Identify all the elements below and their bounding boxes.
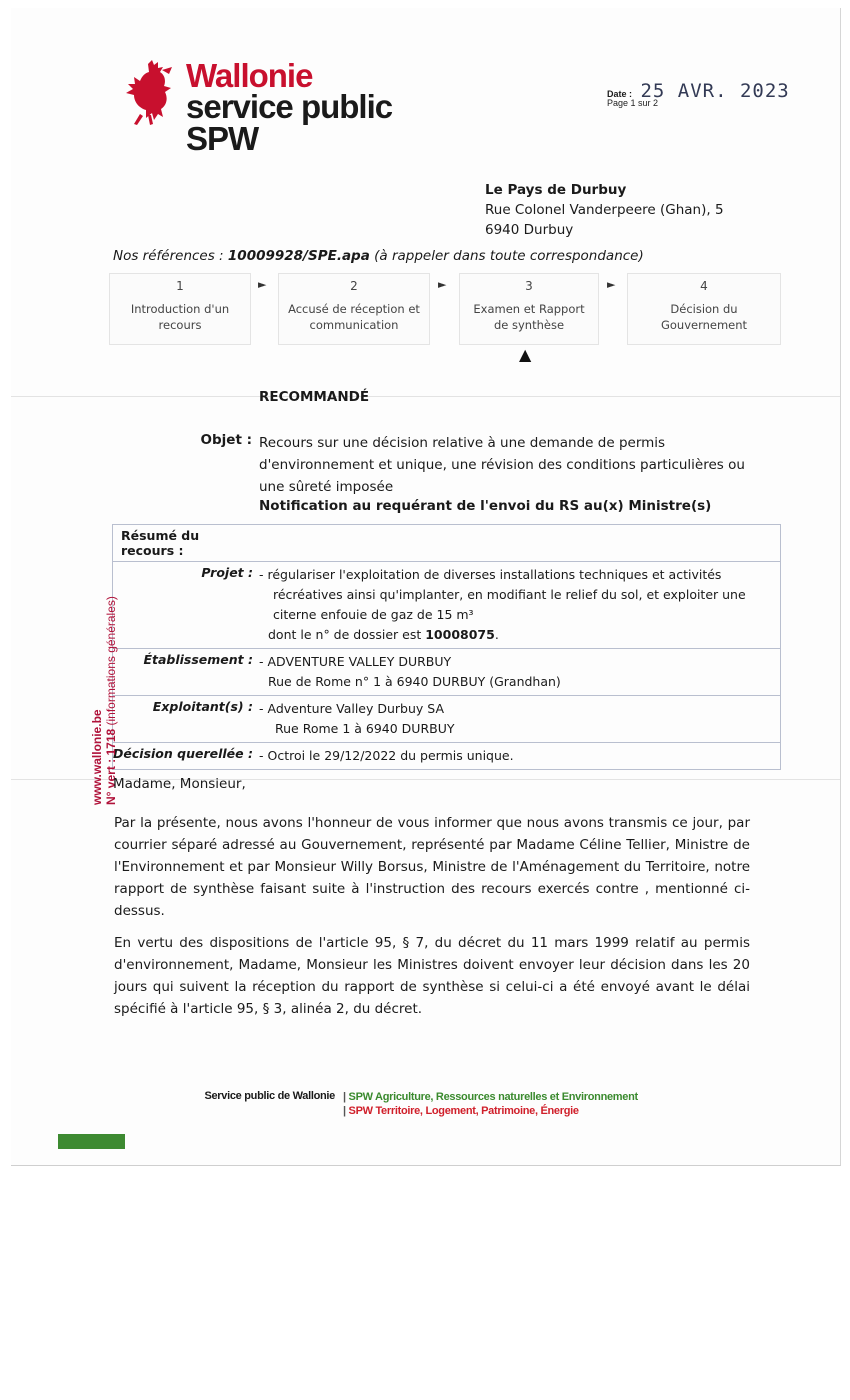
- reference-number: 10009928/SPE.apa: [227, 248, 370, 264]
- registered-mail-label: RECOMMANDÉ: [259, 389, 370, 405]
- sidebar-website: www.wallonie.be: [90, 709, 104, 805]
- logo-line-wallonie: Wallonie: [186, 57, 313, 94]
- appeal-summary-table: [112, 524, 781, 770]
- step-4: [627, 273, 781, 345]
- summary-row-operator: [113, 695, 780, 742]
- object-label: Objet :: [200, 432, 252, 448]
- recipient-address: [485, 180, 724, 240]
- decision-label: Décision querellée :: [113, 746, 253, 761]
- step-1: [109, 273, 251, 345]
- salutation: Madame, Monsieur,: [113, 776, 246, 792]
- current-step-marker-icon: ▲: [519, 345, 532, 364]
- object-notification: Notification au requérant de l'envoi du RS au(x) Ministre(s): [259, 498, 712, 514]
- footer-department-territory: SPW Territoire, Logement, Patrimoine, Énergie: [348, 1105, 579, 1117]
- step-arrow-icon: ►: [607, 278, 616, 291]
- establishment-name: - ADVENTURE VALLEY DURBUY: [259, 654, 452, 669]
- establishment-address: Rue de Rome n° 1 à 6940 DURBUY (Grandhan): [268, 674, 561, 689]
- object-text: Recours sur une décision relative à une demande de permis d'environnement et unique, une révision des conditions particulières ou une sûreté imposée: [259, 435, 745, 495]
- project-label: Projet :: [201, 565, 253, 580]
- step-label: Décision du Gouvernement: [660, 302, 748, 332]
- sidebar-green-note: (informations générales): [104, 596, 118, 729]
- body-paragraph-2: En vertu des dispositions de l'article 95, § 7, du décret du 11 mars 1999 relatif au permis d'environnement, Madame, Monsieur les Ministres doivent envoyer leur décision dans les 20 jours qui suivent la réception du rapport de synthèse si celui-ci a été envoyé avant le délai spécifié à l'article 95, § 3, alinéa 2, du décret.: [114, 935, 750, 1017]
- recipient-street: Rue Colonel Vanderpeere (Ghan), 5: [485, 202, 724, 218]
- sidebar-green-number: N° vert : 1718: [104, 728, 118, 805]
- operator-address: Rue Rome 1 à 6940 DURBUY: [275, 721, 455, 736]
- dossier-number: 10008075: [425, 627, 495, 642]
- step-arrow-icon: ►: [438, 278, 447, 291]
- step-label: Accusé de réception et communication: [288, 302, 420, 332]
- summary-row-decision: [113, 742, 780, 769]
- date-stamp: 25 AVR. 2023: [640, 80, 790, 102]
- establishment-label: Établissement :: [143, 652, 253, 667]
- logo-line-spw: SPW: [186, 119, 259, 157]
- step-number: 1: [176, 279, 184, 293]
- footer-departments: [343, 1090, 638, 1118]
- logo-line-service-public: service public: [186, 88, 393, 126]
- footer-organization: Service public de Wallonie: [204, 1090, 335, 1102]
- summary-row-establishment: [113, 648, 780, 695]
- summary-row-project: [113, 561, 780, 648]
- step-3: [459, 273, 599, 345]
- references-prefix: Nos références :: [113, 248, 228, 264]
- step-number: 2: [350, 279, 358, 293]
- project-continued: récréatives ainsi qu'implanter, en modifiant le relief du sol, et exploiter une citerne enfouie de gaz de 15 m³: [273, 587, 746, 622]
- operator-name: - Adventure Valley Durbuy SA: [259, 701, 444, 716]
- dossier-line: [259, 625, 780, 645]
- dossier-suffix: .: [494, 627, 499, 642]
- summary-header-row: [113, 525, 780, 561]
- fold-line: [11, 396, 840, 397]
- body-paragraph-1: Par la présente, nous avons l'honneur de vous informer que nous avons transmis ce jour, par courrier séparé adressé au Gouvernement, représenté par Madame Céline Tellier, Ministre de l'Environnement et par Monsieur Willy Borsus, Ministre de l'Aménagement du Territoire, notre rapport de synthèse faisant suite à l'instruction des recours exercés contre , mentionné ci-dessus.: [114, 815, 750, 919]
- step-arrow-icon: ►: [258, 278, 267, 291]
- references-line: [113, 248, 644, 264]
- sidebar-contact: [90, 475, 120, 805]
- summary-header: Résumé du recours :: [121, 528, 200, 558]
- references-suffix: (à rappeler dans toute correspondance): [369, 248, 644, 264]
- step-number: 4: [700, 279, 708, 293]
- footer-separator: |: [343, 1105, 346, 1117]
- date-block: [607, 80, 790, 108]
- page-number: Page 1 sur 2: [607, 98, 659, 108]
- operator-label: Exploitant(s) :: [152, 699, 253, 714]
- recipient-name: Le Pays de Durbuy: [485, 182, 627, 198]
- decision-text: - Octroi le 29/12/2022 du permis unique.: [259, 748, 514, 763]
- date-label: Date :: [607, 89, 633, 99]
- step-label: Examen et Rapport de synthèse: [473, 302, 585, 332]
- dossier-prefix: dont le n° de dossier est: [268, 627, 426, 642]
- step-2: [278, 273, 430, 345]
- rooster-icon: [118, 60, 180, 126]
- project-text: - régulariser l'exploitation de diverses installations techniques et activités: [259, 567, 722, 582]
- spw-logo: [118, 57, 428, 165]
- footer-department-environment: SPW Agriculture, Ressources naturelles et Environnement: [348, 1091, 638, 1103]
- green-marker-bar: [58, 1134, 125, 1149]
- footer-separator: |: [343, 1091, 346, 1103]
- project-value: [253, 562, 780, 648]
- step-label: Introduction d'un recours: [130, 302, 230, 332]
- step-number: 3: [525, 279, 533, 293]
- recipient-city: 6940 Durbuy: [485, 222, 574, 238]
